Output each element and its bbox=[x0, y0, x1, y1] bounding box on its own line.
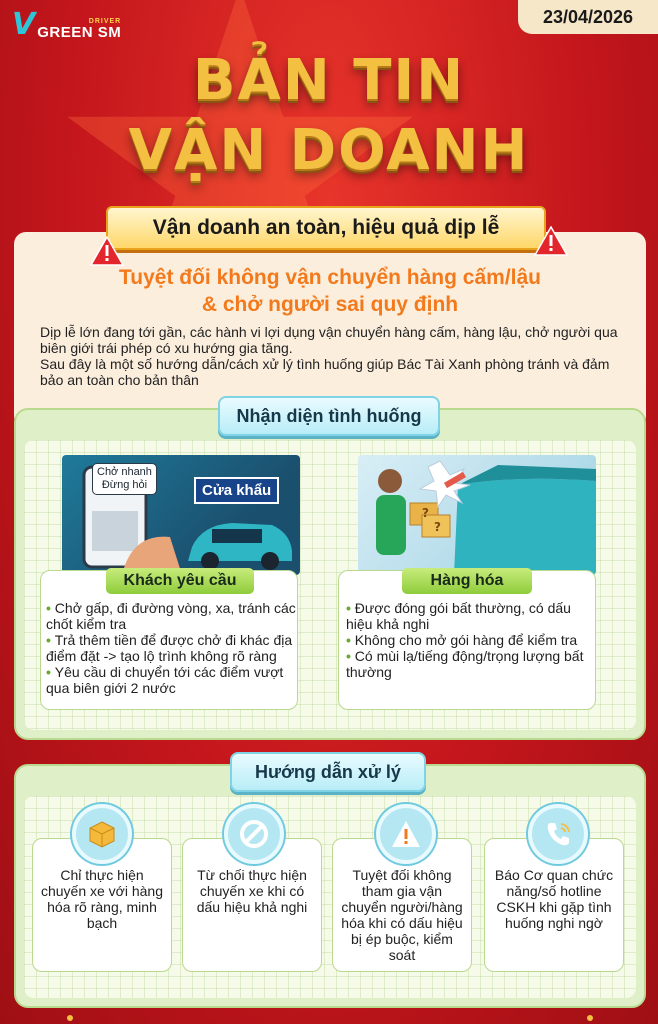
chat-bubble bbox=[92, 463, 157, 495]
box-icon bbox=[72, 804, 132, 864]
page-title-line1: BẢN TIN bbox=[192, 48, 466, 113]
goods-list bbox=[346, 600, 590, 680]
guide-item-1: Chỉ thực hiện chuyến xe với hàng hóa rõ ràng, minh bạch bbox=[32, 838, 172, 972]
guide-section-title: Hướng dẫn xử lý bbox=[230, 752, 426, 792]
goods-label: Hàng hóa bbox=[402, 568, 532, 594]
list-item: • Không cho mở gói hàng để kiểm tra bbox=[346, 632, 590, 648]
list-item: • Chở gấp, đi đường vòng, xa, tránh các chốt kiểm tra bbox=[46, 600, 296, 632]
intro-paragraph-2: Sau đây là một số hướng dẫn/cách xử lý tình huống giúp Bác Tài Xanh phòng tránh và đảm bảo an toàn cho bản thân bbox=[40, 356, 610, 388]
border-gate-sign: Cửa khẩu bbox=[194, 477, 279, 504]
logo-brand-text: GREEN SM bbox=[37, 24, 122, 41]
customer-request-list bbox=[46, 600, 296, 696]
list-item: • Trả thêm tiền để được chở đi khác địa điểm đặt -> tạo lộ trình không rõ ràng bbox=[46, 632, 296, 664]
warning-icon-right bbox=[534, 226, 568, 256]
intro-paragraph-1: Dịp lễ lớn đang tới gần, các hành vi lợi dụng vận chuyển hàng cấm, hàng lậu, chở người qua biên giới trái phép có xu hướng gia tăng. bbox=[40, 324, 618, 356]
intro-text bbox=[40, 324, 620, 388]
list-item: • Yêu cầu di chuyển tới các điểm vượt qua biên giới 2 nước bbox=[46, 664, 296, 696]
trunk-goods-graphic bbox=[358, 455, 596, 575]
headline-line1: Tuyệt đối không vận chuyển hàng cấm/lậu bbox=[118, 266, 541, 289]
customer-request-label: Khách yêu cầu bbox=[106, 568, 254, 594]
guide-item-4: Báo Cơ quan chức năng/số hotline CSKH khi gặp tình huống nghi ngờ bbox=[484, 838, 624, 972]
date-badge: 23/04/2026 bbox=[518, 0, 658, 34]
situation-section-title: Nhận diện tình huống bbox=[218, 396, 440, 436]
chat-bubble-line1: Chở nhanh bbox=[97, 466, 152, 478]
logo-driver-text: DRIVER bbox=[88, 18, 122, 25]
warning-icon bbox=[376, 804, 436, 864]
list-item: • Được đóng gói bất thường, có dấu hiệu khả nghi bbox=[346, 600, 590, 632]
customer-request-illustration bbox=[62, 455, 300, 575]
goods-illustration bbox=[358, 455, 596, 575]
headline-line2: & chở người sai quy định bbox=[201, 293, 459, 316]
warning-icon-left bbox=[90, 236, 124, 266]
list-item: • Có mùi lạ/tiếng động/trọng lượng bất thường bbox=[346, 648, 590, 680]
guide-item-2: Từ chối thực hiện chuyến xe khi có dấu hiệu khả nghi bbox=[182, 838, 322, 972]
svg-text:?: ? bbox=[422, 506, 429, 520]
logo-v-mark: V bbox=[12, 7, 36, 42]
svg-text:?: ? bbox=[434, 520, 441, 534]
bottom-decoration bbox=[60, 1012, 600, 1024]
subtitle-banner: Vận doanh an toàn, hiệu quả dịp lễ bbox=[106, 206, 546, 250]
prohibited-icon bbox=[224, 804, 284, 864]
phone-icon bbox=[528, 804, 588, 864]
page-title-line2: VẬN DOANH bbox=[128, 118, 530, 183]
chat-bubble-line2: Đừng hỏi bbox=[101, 479, 148, 491]
green-sm-logo bbox=[12, 7, 122, 42]
guide-item-3: Tuyệt đối không tham gia vận chuyển người/hàng hóa khi có dấu hiệu bị ép buộc, kiểm soát bbox=[332, 838, 472, 972]
